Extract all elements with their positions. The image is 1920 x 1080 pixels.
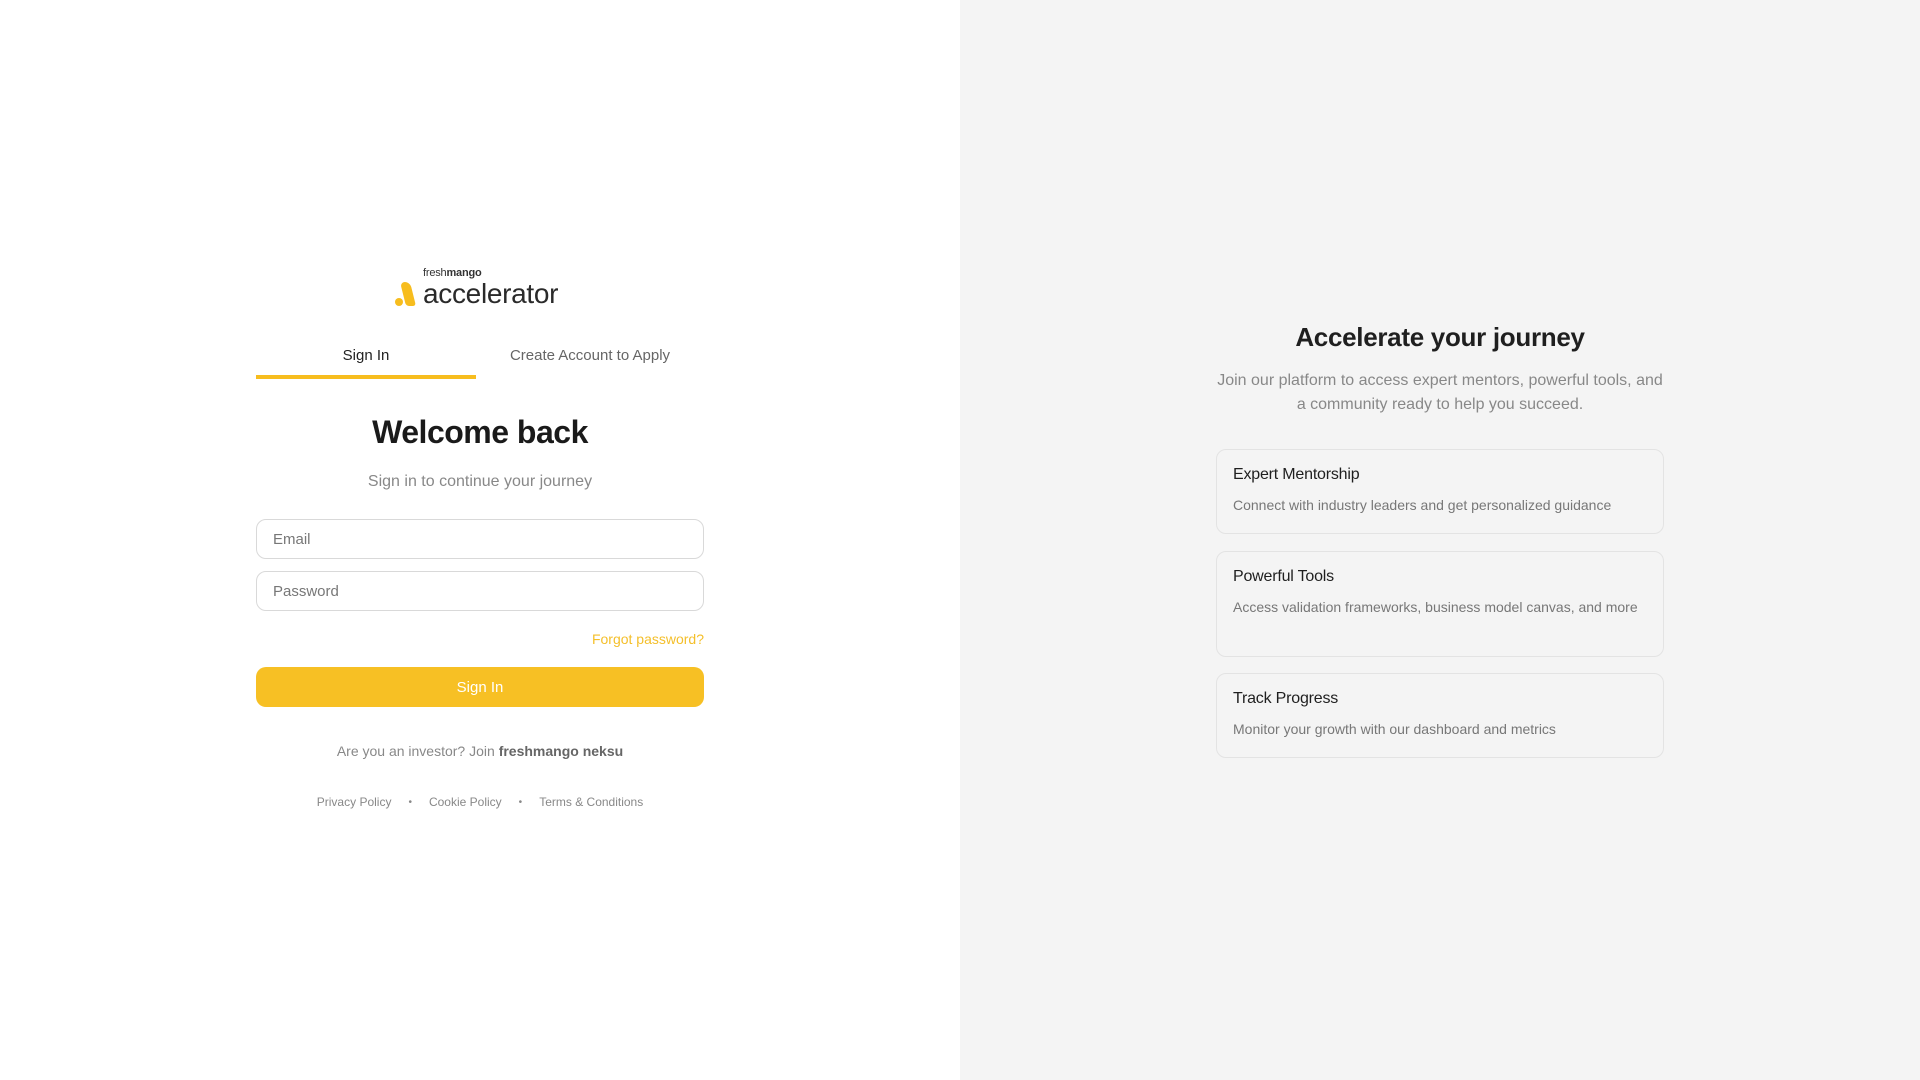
footer-separator: • <box>518 796 523 808</box>
feature-description: Access validation frameworks, business model canvas, and more <box>1233 599 1638 615</box>
password-field[interactable] <box>256 571 704 611</box>
feature-description: Connect with industry leaders and get personalized guidance <box>1233 497 1612 513</box>
page-subtitle: Sign in to continue your journey <box>367 473 593 490</box>
feature-card-mentorship <box>1216 449 1664 534</box>
investor-prompt-text: Are you an investor? Join <box>336 743 499 759</box>
email-field[interactable] <box>256 519 704 559</box>
tab-create-account[interactable]: Create Account to Apply <box>509 347 671 364</box>
tab-sign-in[interactable]: Sign In <box>256 336 476 379</box>
investor-join-link[interactable]: freshmango neksu <box>498 743 624 759</box>
logo-wordmark: accelerator <box>423 278 559 309</box>
feature-title: Expert Mentorship <box>1233 466 1360 483</box>
footer-separator: • <box>408 796 412 808</box>
cookie-policy-link[interactable]: Cookie Policy <box>428 795 502 809</box>
investor-prompt <box>256 743 704 759</box>
page-title: Welcome back <box>372 414 588 450</box>
forgot-password-link[interactable]: Forgot password? <box>591 631 704 647</box>
logo-mark-icon <box>395 276 419 308</box>
sign-in-button[interactable]: Sign In <box>256 667 704 707</box>
footer-links <box>256 795 704 809</box>
feature-title: Track Progress <box>1233 690 1339 707</box>
logo-brand-name: freshmango <box>423 267 482 279</box>
promo-subtitle: Join our platform to access expert mentors, powerful tools, and a community ready to help you succeed. <box>1217 372 1663 413</box>
terms-conditions-link[interactable]: Terms & Conditions <box>539 795 644 809</box>
promo-panel <box>960 0 1920 1080</box>
privacy-policy-link[interactable]: Privacy Policy <box>316 795 392 809</box>
feature-card-tools <box>1216 551 1664 657</box>
feature-description: Monitor your growth with our dashboard and metrics <box>1233 721 1556 737</box>
feature-card-progress <box>1216 673 1664 758</box>
feature-title: Powerful Tools <box>1233 568 1334 585</box>
promo-title: Accelerate your journey <box>1295 322 1585 352</box>
logo <box>395 268 558 308</box>
auth-tabs <box>256 336 704 379</box>
